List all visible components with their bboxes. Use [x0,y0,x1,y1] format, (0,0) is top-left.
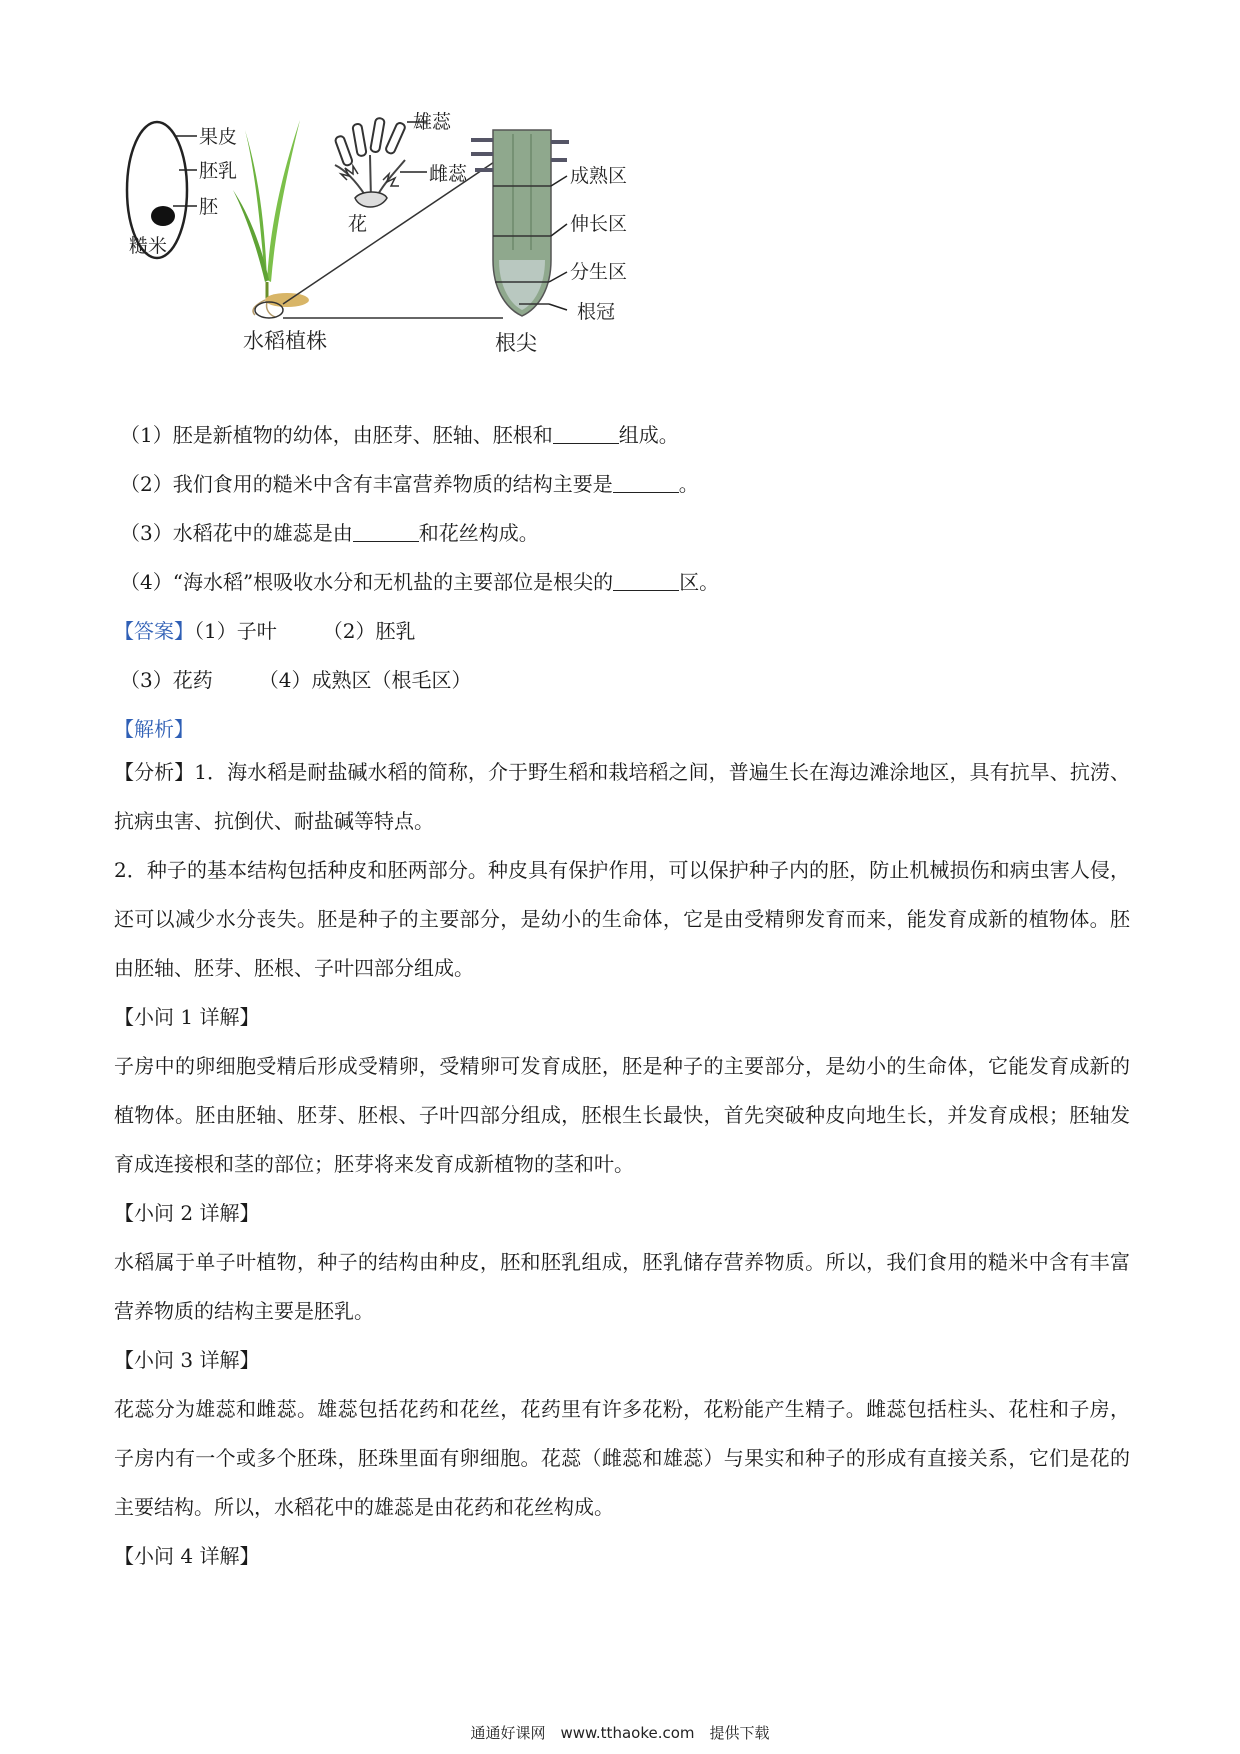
question-4 [114,567,1130,597]
document-body [114,420,1130,1581]
root-tip [471,130,569,316]
question-4-text: （4）“海水稻”根吸收水分和无机盐的主要部位是根尖的 [120,570,614,594]
answer-3: （3）花药 [120,668,213,692]
label-meristem-zone: 分生区 [570,261,628,283]
label-root-cap: 根冠 [577,301,616,323]
answer-4: （4）成熟区（根毛区） [258,668,472,692]
rice-structure-figure [115,110,715,410]
label-maturation-zone: 成熟区 [570,165,628,187]
label-embryo: 胚 [199,196,219,218]
analysis-tag-line [114,714,1130,744]
question-1-tail: 组成。 [618,423,679,447]
analysis-paragraph-1: 【分析】1．海水稻是耐盐碱水稻的简称，介于野生稻和栽培稻之间，普遍生长在海边滩涂地区，具有抗旱、抗涝、抗病虫害、抗倒伏、耐盐碱等特点。 [114,760,1130,833]
label-flower: 花 [348,213,368,235]
question-1-text: （1）胚是新植物的幼体，由胚芽、胚轴、胚根和 [120,423,553,447]
question-1 [114,420,1130,450]
label-pericarp: 果皮 [199,126,238,148]
answer-tag: 【答案】 [114,619,194,643]
answer-blank [613,570,679,591]
answer-2: （2）胚乳 [322,619,416,643]
question-3-tail: 和花丝构成。 [418,521,539,545]
subquestion-4-heading: 【小问 4 详解】 [114,1544,260,1568]
label-plant: 水稻植株 [243,329,327,353]
subquestion-2-detail: 水稻属于单子叶植物，种子的结构由种皮，胚和胚乳组成，胚乳储存营养物质。所以，我们食用的糙米中含有丰富营养物质的结构主要是胚乳。 [114,1250,1130,1323]
label-pistil: 雌蕊 [429,163,468,185]
subquestion-1-detail: 子房中的卵细胞受精后形成受精卵，受精卵可发育成胚，胚是种子的主要部分，是幼小的生命体，它能发育成新的植物体。胚由胚轴、胚芽、胚根、子叶四部分组成，胚根生长最快，首先突破种皮向地生长，并发育成根；胚轴发育成连接根和茎的部位；胚芽将来发育成新植物的茎和叶。 [114,1054,1130,1176]
subquestion-1-heading: 【小问 1 详解】 [114,1005,260,1029]
subquestion-3-detail: 花蕊分为雄蕊和雌蕊。雄蕊包括花药和花丝，花药里有许多花粉，花粉能产生精子。雌蕊包括柱头、花柱和子房，子房内有一个或多个胚珠，胚珠里面有卵细胞。花蕊（雌蕊和雄蕊）与果实和种子的形成有直接关系，它们是花的主要结构。所以，水稻花中的雄蕊是由花药和花丝构成。 [114,1397,1130,1519]
subquestion-3-heading: 【小问 3 详解】 [114,1348,260,1372]
answer-blank [553,423,619,444]
analysis-tag: 【解析】 [114,717,194,741]
question-3-text: （3）水稻花中的雄蕊是由 [120,521,353,545]
answer-1: （1）子叶 [194,619,277,643]
rice-plant [233,120,309,318]
label-elongation-zone: 伸长区 [570,213,628,235]
subquestion-2-heading: 【小问 2 详解】 [114,1201,260,1225]
answer-line-2 [114,665,1130,695]
rice-diagram [115,110,715,410]
analysis-paragraph-2: 2．种子的基本结构包括种皮和胚两部分。种皮具有保护作用，可以保护种子内的胚，防止机械损伤和病虫害人侵，还可以减少水分丧失。胚是种子的主要部分，是幼小的生命体，它是由受精卵发育而来，能发育成新的植物体。胚由胚轴、胚芽、胚根、子叶四部分组成。 [114,858,1130,980]
label-stamen: 雄蕊 [413,111,452,133]
answer-line-1 [114,616,1130,646]
answer-blank [613,472,679,493]
label-brown-rice: 糙米 [129,235,168,257]
question-3 [114,518,1130,548]
question-4-tail: 区。 [679,570,720,594]
label-root-tip: 根尖 [495,331,537,355]
page-footer: 通通好课网 www.tthaoke.com 提供下载 [470,1724,770,1742]
answer-blank [353,521,419,542]
question-2 [114,469,1130,499]
question-2-text: （2）我们食用的糙米中含有丰富营养物质的结构主要是 [120,472,613,496]
question-2-tail: 。 [678,472,699,496]
label-endosperm: 胚乳 [199,160,238,182]
